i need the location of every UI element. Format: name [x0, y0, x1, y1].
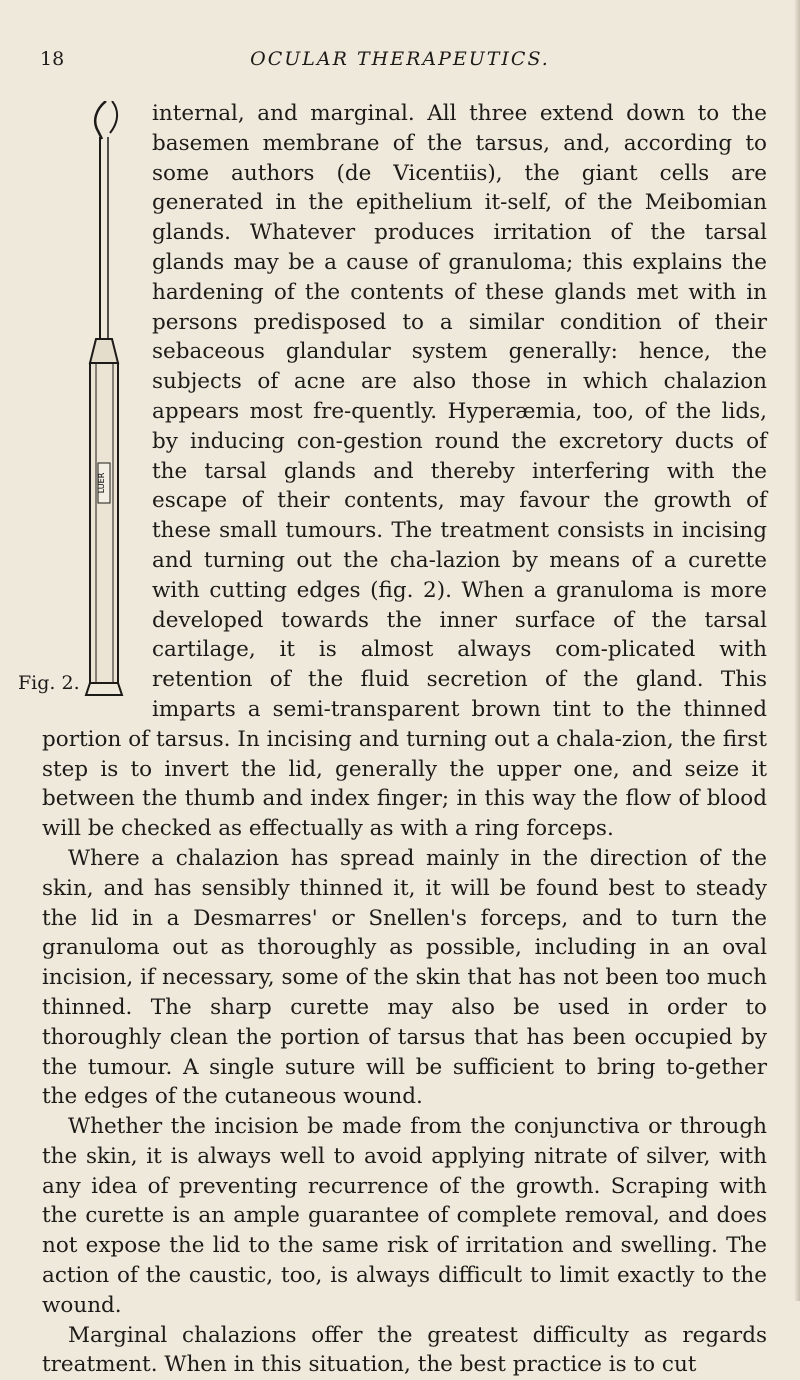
handle-stamp: LUER	[97, 472, 106, 494]
paragraph-4: Marginal chalazions offer the greatest difficulty as regards treatment. When in this situation, the best practice is to cut	[42, 1322, 767, 1378]
body-text	[18, 99, 767, 1380]
page-header	[0, 48, 800, 78]
paragraph-3: Whether the incision be made from the conjunctiva or through the skin, it is always well to avoid applying nitrate of silver, with any idea of preventing recurrence of the growth. Scraping with the curette is an ample guarantee of complete removal, and does not expose the lid to the same risk of irritation and swelling. The action of the caustic, too, is always difficult to limit exactly to the wound.	[42, 1114, 767, 1318]
figure-label: Fig.	[18, 672, 56, 694]
running-title: OCULAR THERAPEUTICS.	[250, 48, 550, 70]
page-edge-shadow	[794, 0, 800, 1301]
figure-number: 2.	[61, 672, 80, 694]
curette-illustration	[82, 101, 140, 696]
paragraph-2: Where a chalazion has spread mainly in the direction of the skin, and has sensibly thinned it, it will be found best to steady the lid in a Desmarres' or Snellen's forceps, and to turn the granuloma out as thoroughly as possible, including in an oval incision, if necessary, some of the skin that has not been too much thinned. The sharp curette may also be used in order to thoroughly clean the portion of tarsus that has been occupied by the tumour. A single suture will be sufficient to bring to-gether the edges of the cutaneous wound.	[42, 845, 767, 1110]
figure-2	[18, 101, 146, 701]
page-number: 18	[40, 48, 65, 70]
paragraph-1: internal, and marginal. All three extend down to the basemen membrane of the tarsus, and, according to some authors (de Vicentiis), the giant cells are generated in the epithelium it-self, of the Meibomian glands. Whatever produces irritation of the tarsal glands may be a cause of granuloma; this explains the hardening of the contents of these glands met with in persons predisposed to a similar condition of their sebaceous glandular system generally: hence, the subjects of acne are also those in which chalazion appears most fre-quently. Hyperæmia, too, of the lids, by inducing con-gestion round the excretory ducts of the tarsal glands and thereby interfering with the escape of their contents, may favour the growth of these small tumours. The treatment consists in incising and turning out the cha-lazion by means of a curette with cutting edges (fig. 2). When a granuloma is more developed towards the inner surface of the tarsal cartilage, it is almost always com-plicated with retention of the fluid secretion of the gland. This imparts a semi-transparent brown tint to the thinned portion of tarsus. In incising and turning out a chala-zion, the first step is to invert the lid, generally the upper one, and seize it between the thumb and index finger; in this way the flow of blood will be checked as effectually as with a ring forceps.	[42, 101, 767, 842]
figure-caption	[18, 669, 80, 699]
